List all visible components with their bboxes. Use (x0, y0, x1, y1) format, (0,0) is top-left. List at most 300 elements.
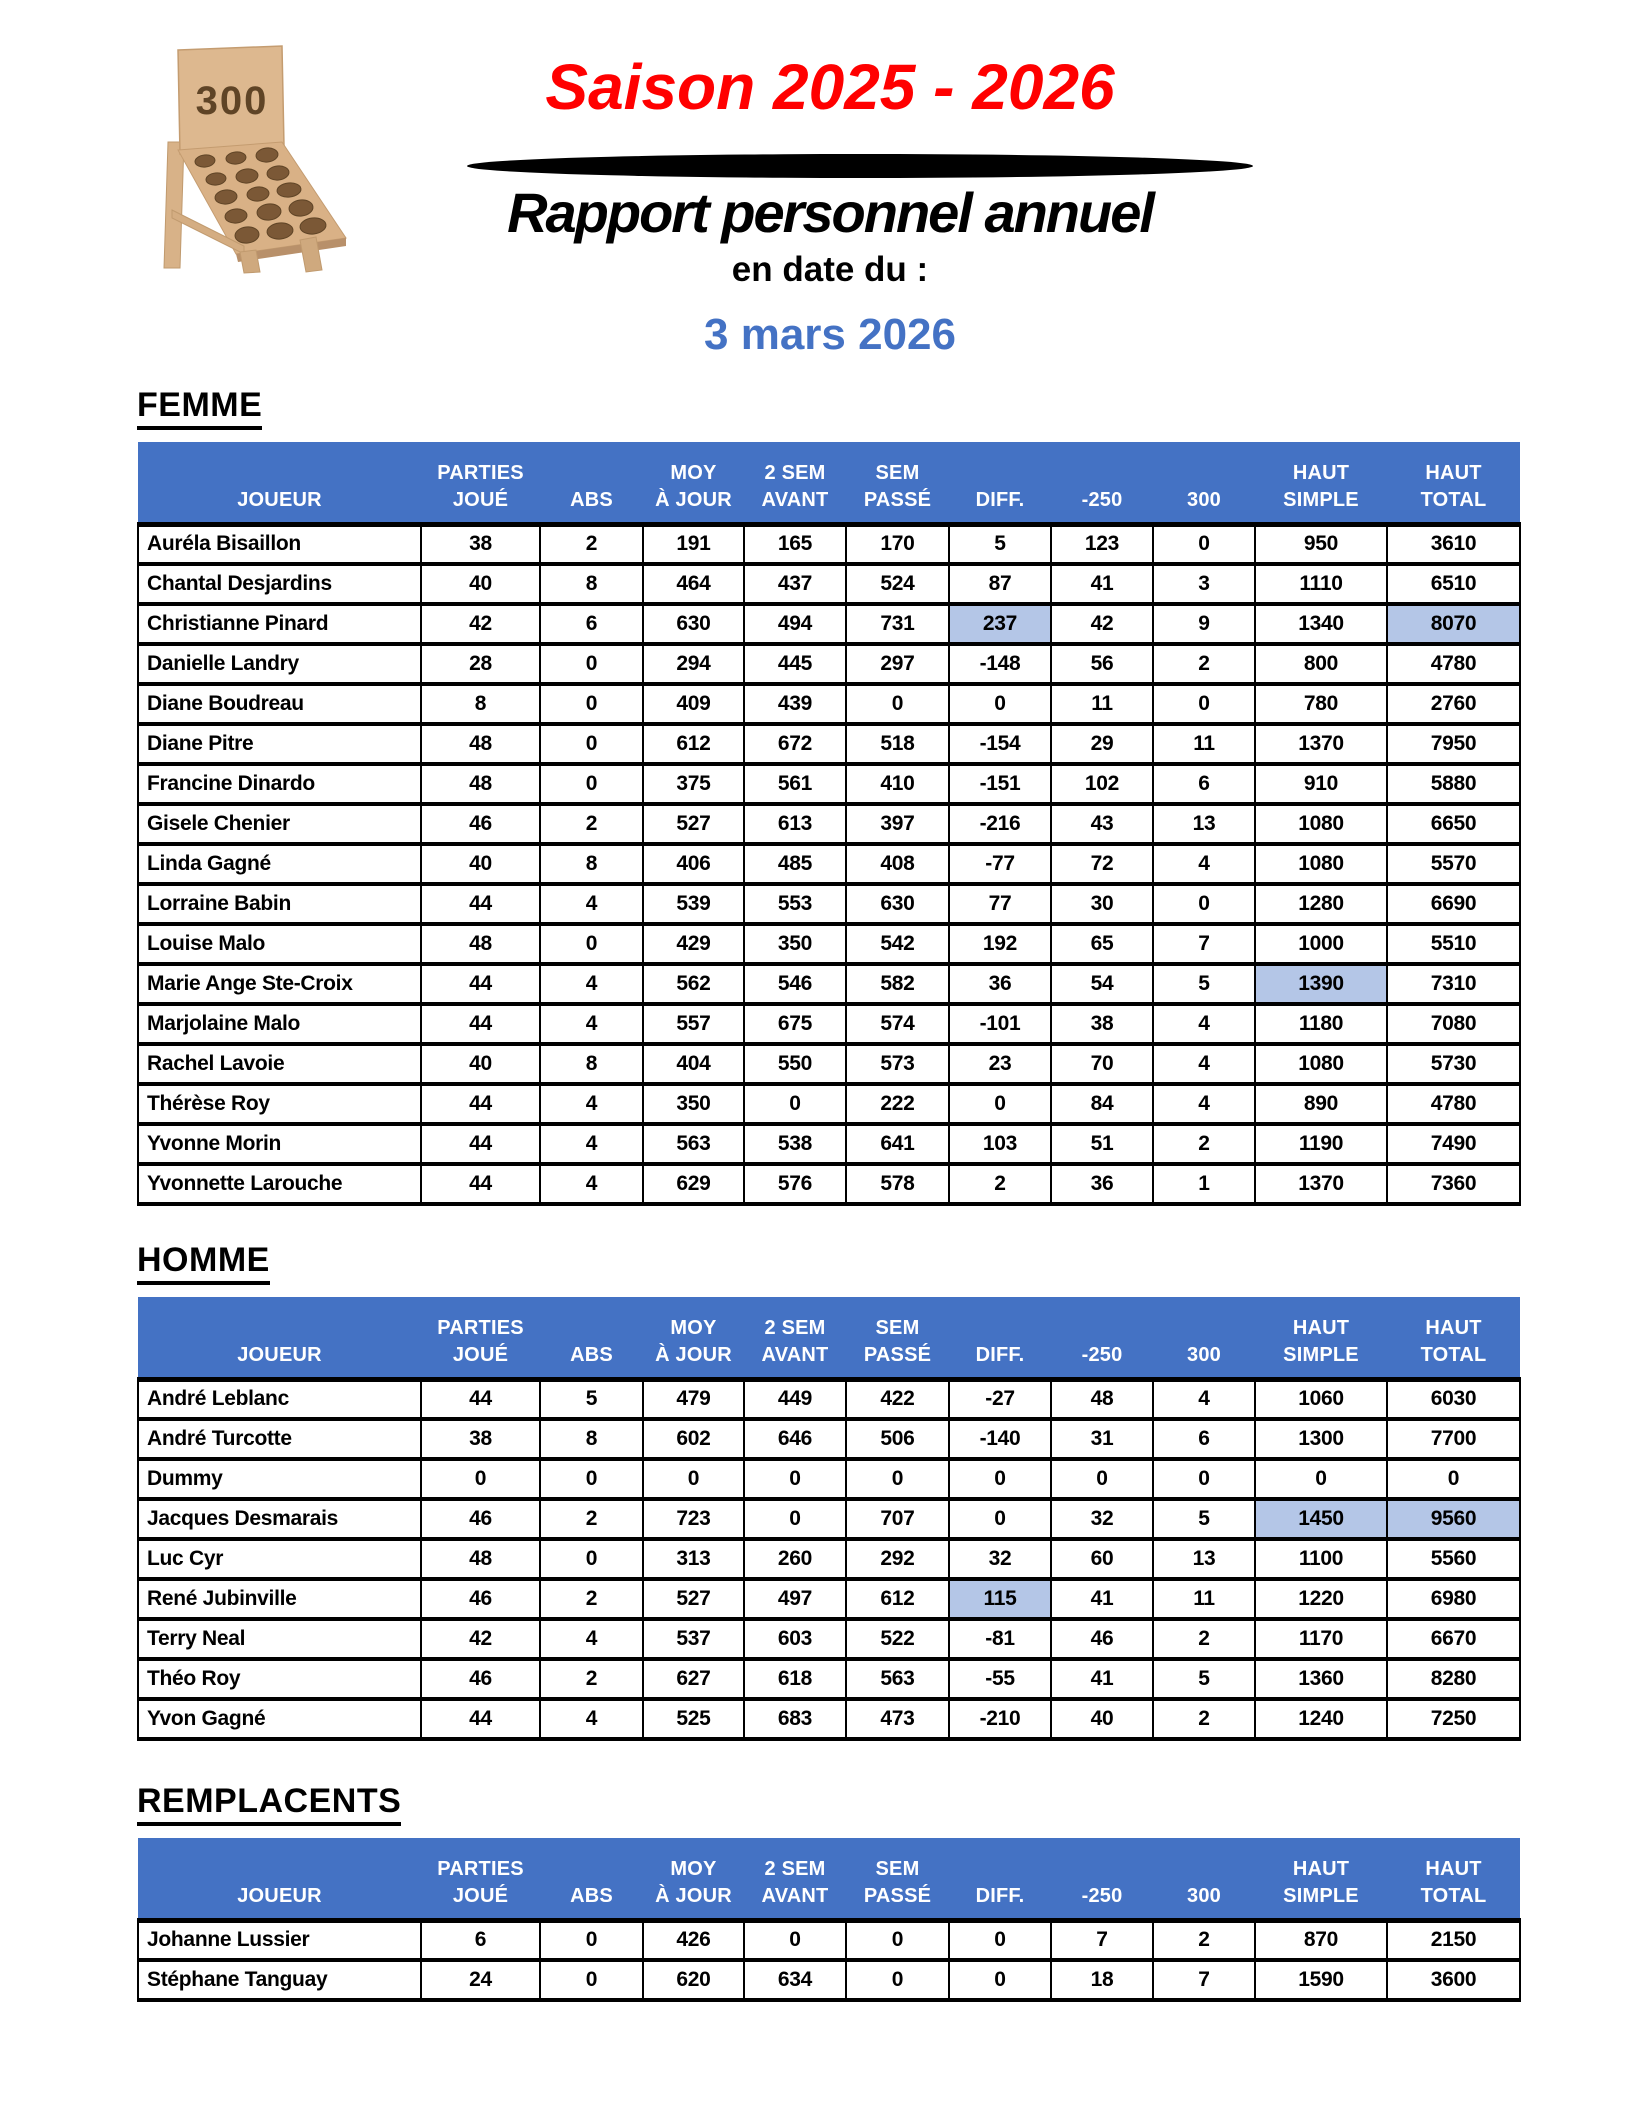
stat-cell: 48 (421, 924, 540, 964)
stat-cell: 48 (421, 764, 540, 804)
stat-cell: 525 (643, 1699, 744, 1739)
stat-cell: 1170 (1255, 1619, 1387, 1659)
column-header: ABS (540, 1297, 643, 1379)
stat-cell: 1180 (1255, 1004, 1387, 1044)
stat-cell: 576 (744, 1164, 846, 1204)
stat-cell: 48 (421, 1539, 540, 1579)
stat-cell: 0 (1051, 1459, 1153, 1499)
stat-cell: 65 (1051, 924, 1153, 964)
player-name: Louise Malo (138, 924, 421, 964)
stat-cell: 2 (540, 1579, 643, 1619)
stat-cell: 38 (421, 524, 540, 564)
stat-cell: 24 (421, 1960, 540, 2000)
stat-cell: 6 (1153, 764, 1255, 804)
column-header: JOUEUR (138, 442, 421, 524)
stat-cell: 5560 (1387, 1539, 1520, 1579)
stat-cell: 9560 (1387, 1499, 1520, 1539)
stat-cell: 36 (949, 964, 1051, 1004)
stat-cell: 494 (744, 604, 846, 644)
stat-cell: 6690 (1387, 884, 1520, 924)
stat-cell: 612 (846, 1579, 949, 1619)
stat-cell: 641 (846, 1124, 949, 1164)
stat-cell: -210 (949, 1699, 1051, 1739)
stat-cell: 41 (1051, 1579, 1153, 1619)
stat-cell: -27 (949, 1379, 1051, 1419)
stat-cell: 0 (1153, 884, 1255, 924)
column-header: HAUT SIMPLE (1255, 442, 1387, 524)
stat-cell: 23 (949, 1044, 1051, 1084)
player-name: René Jubinville (138, 1579, 421, 1619)
stat-cell: 237 (949, 604, 1051, 644)
stat-cell: 51 (1051, 1124, 1153, 1164)
stat-cell: 313 (643, 1539, 744, 1579)
stat-cell: 5510 (1387, 924, 1520, 964)
column-header: MOY À JOUR (643, 442, 744, 524)
stat-cell: 0 (846, 684, 949, 724)
stat-cell: 4 (1153, 844, 1255, 884)
stat-cell: 5 (1153, 1659, 1255, 1699)
table-row (138, 1579, 1520, 1619)
stat-cell: 2 (540, 1499, 643, 1539)
stat-cell: 1190 (1255, 1124, 1387, 1164)
column-header: -250 (1051, 1297, 1153, 1379)
stat-cell: 618 (744, 1659, 846, 1699)
stat-cell: 1300 (1255, 1419, 1387, 1459)
stat-cell: -216 (949, 804, 1051, 844)
header-row (138, 1297, 1520, 1379)
stat-cell: 1080 (1255, 1044, 1387, 1084)
stat-cell: 2 (949, 1164, 1051, 1204)
stat-cell: 675 (744, 1004, 846, 1044)
stat-cell: 40 (1051, 1699, 1153, 1739)
stat-cell: 42 (421, 604, 540, 644)
stat-cell: 0 (949, 1084, 1051, 1124)
stat-cell: 54 (1051, 964, 1153, 1004)
stat-cell: 0 (949, 1499, 1051, 1539)
remplacents-table (137, 1838, 1521, 2002)
stat-cell: 1080 (1255, 844, 1387, 884)
stat-cell: 87 (949, 564, 1051, 604)
stat-cell: 557 (643, 1004, 744, 1044)
stat-cell: 123 (1051, 524, 1153, 564)
stat-cell: 260 (744, 1539, 846, 1579)
stat-cell: 48 (421, 724, 540, 764)
stat-cell: 464 (643, 564, 744, 604)
stat-cell: 5880 (1387, 764, 1520, 804)
stat-cell: 437 (744, 564, 846, 604)
stat-cell: 7490 (1387, 1124, 1520, 1164)
stat-cell: 40 (421, 1044, 540, 1084)
stat-cell: 473 (846, 1699, 949, 1739)
stat-cell: 8280 (1387, 1659, 1520, 1699)
stat-cell: 43 (1051, 804, 1153, 844)
stat-cell: 553 (744, 884, 846, 924)
table-row (138, 1539, 1520, 1579)
stat-cell: 0 (421, 1459, 540, 1499)
stat-cell: 4 (1153, 1379, 1255, 1419)
stat-cell: 8 (540, 1044, 643, 1084)
column-header: 300 (1153, 1297, 1255, 1379)
stat-cell: 44 (421, 964, 540, 1004)
stat-cell: 630 (643, 604, 744, 644)
column-header: HAUT SIMPLE (1255, 1297, 1387, 1379)
stat-cell: 42 (1051, 604, 1153, 644)
stat-cell: 44 (421, 1084, 540, 1124)
stat-cell: 297 (846, 644, 949, 684)
column-header: HAUT SIMPLE (1255, 1838, 1387, 1920)
stat-cell: 7310 (1387, 964, 1520, 1004)
table-row (138, 1619, 1520, 1659)
stat-cell: 3600 (1387, 1960, 1520, 2000)
stat-cell: -55 (949, 1659, 1051, 1699)
stat-cell: 506 (846, 1419, 949, 1459)
stat-cell: 32 (1051, 1499, 1153, 1539)
stat-cell: 38 (421, 1419, 540, 1459)
stat-cell: 7700 (1387, 1419, 1520, 1459)
stat-cell: 2 (540, 1659, 643, 1699)
player-name: Francine Dinardo (138, 764, 421, 804)
column-header: HAUT TOTAL (1387, 1838, 1520, 1920)
ellipse-divider (465, 152, 1255, 180)
stat-cell: 0 (1387, 1459, 1520, 1499)
stat-cell: 222 (846, 1084, 949, 1124)
stat-cell: 5730 (1387, 1044, 1520, 1084)
stat-cell: 13 (1153, 1539, 1255, 1579)
table-row (138, 924, 1520, 964)
stat-cell: 0 (1255, 1459, 1387, 1499)
stat-cell: 0 (846, 1920, 949, 1960)
player-name: Terry Neal (138, 1619, 421, 1659)
player-name: Auréla Bisaillon (138, 524, 421, 564)
stat-cell: 1080 (1255, 804, 1387, 844)
stat-cell: 404 (643, 1044, 744, 1084)
stat-cell: 0 (540, 684, 643, 724)
stat-cell: 46 (421, 1499, 540, 1539)
column-header: MOY À JOUR (643, 1838, 744, 1920)
stat-cell: 731 (846, 604, 949, 644)
table-row (138, 804, 1520, 844)
column-header: ABS (540, 1838, 643, 1920)
player-name: Jacques Desmarais (138, 1499, 421, 1539)
stat-cell: 8 (540, 1419, 643, 1459)
player-name: Dummy (138, 1459, 421, 1499)
stat-cell: 518 (846, 724, 949, 764)
table-row (138, 1124, 1520, 1164)
stat-cell: 1450 (1255, 1499, 1387, 1539)
stat-cell: 6980 (1387, 1579, 1520, 1619)
stat-cell: 574 (846, 1004, 949, 1044)
stat-cell: 2 (1153, 1920, 1255, 1960)
stat-cell: 5 (1153, 964, 1255, 1004)
stat-cell: 629 (643, 1164, 744, 1204)
stat-cell: 38 (1051, 1004, 1153, 1044)
stat-cell: 578 (846, 1164, 949, 1204)
player-name: Diane Pitre (138, 724, 421, 764)
stat-cell: 7 (1051, 1920, 1153, 1960)
stat-cell: 546 (744, 964, 846, 1004)
stat-cell: 350 (643, 1084, 744, 1124)
table-row (138, 724, 1520, 764)
stat-cell: 2150 (1387, 1920, 1520, 1960)
column-header: 300 (1153, 442, 1255, 524)
stat-cell: 1360 (1255, 1659, 1387, 1699)
stat-cell: 5 (540, 1379, 643, 1419)
stat-cell: 6 (540, 604, 643, 644)
column-header: SEM PASSÉ (846, 1838, 949, 1920)
stat-cell: 56 (1051, 644, 1153, 684)
table-row (138, 1699, 1520, 1739)
stat-cell: 646 (744, 1419, 846, 1459)
header-row (138, 442, 1520, 524)
column-header: HAUT TOTAL (1387, 442, 1520, 524)
stat-cell: 41 (1051, 1659, 1153, 1699)
stat-cell: 7950 (1387, 724, 1520, 764)
stat-cell: 408 (846, 844, 949, 884)
stat-cell: 550 (744, 1044, 846, 1084)
stat-cell: 563 (846, 1659, 949, 1699)
stat-cell: 910 (1255, 764, 1387, 804)
stat-cell: -151 (949, 764, 1051, 804)
stat-cell: 5 (1153, 1499, 1255, 1539)
stat-cell: 6030 (1387, 1379, 1520, 1419)
stat-cell: 72 (1051, 844, 1153, 884)
player-name: Danielle Landry (138, 644, 421, 684)
stat-cell: -77 (949, 844, 1051, 884)
stat-cell: 9 (1153, 604, 1255, 644)
column-header: SEM PASSÉ (846, 1297, 949, 1379)
stat-cell: 44 (421, 884, 540, 924)
stat-cell: 397 (846, 804, 949, 844)
stat-cell: 4 (540, 964, 643, 1004)
stat-cell: 191 (643, 524, 744, 564)
stat-cell: 527 (643, 1579, 744, 1619)
stat-cell: 46 (421, 1579, 540, 1619)
stat-cell: 70 (1051, 1044, 1153, 1084)
stat-cell: 0 (540, 764, 643, 804)
stat-cell: 3610 (1387, 524, 1520, 564)
stat-cell: 44 (421, 1124, 540, 1164)
stat-cell: 2 (1153, 644, 1255, 684)
stat-cell: 0 (949, 684, 1051, 724)
stat-cell: 40 (421, 564, 540, 604)
table-row (138, 1164, 1520, 1204)
date-label: en date du : (731, 250, 929, 289)
stat-cell: 890 (1255, 1084, 1387, 1124)
stat-cell: -148 (949, 644, 1051, 684)
stat-cell: 77 (949, 884, 1051, 924)
stat-cell: 406 (643, 844, 744, 884)
stat-cell: 0 (949, 1960, 1051, 2000)
stat-cell: 672 (744, 724, 846, 764)
stat-cell: 1220 (1255, 1579, 1387, 1619)
stat-cell: 18 (1051, 1960, 1153, 2000)
player-name: Marjolaine Malo (138, 1004, 421, 1044)
column-header: PARTIES JOUÉ (421, 1838, 540, 1920)
player-name: Linda Gagné (138, 844, 421, 884)
column-header: JOUEUR (138, 1838, 421, 1920)
column-header: 2 SEM AVANT (744, 442, 846, 524)
stat-cell: 4 (540, 1164, 643, 1204)
stat-cell: 4 (540, 884, 643, 924)
stat-cell: 561 (744, 764, 846, 804)
column-header: 2 SEM AVANT (744, 1297, 846, 1379)
player-name: Christianne Pinard (138, 604, 421, 644)
stat-cell: 439 (744, 684, 846, 724)
stat-cell: 3 (1153, 564, 1255, 604)
player-name: Théo Roy (138, 1659, 421, 1699)
report-title: Rapport personnel annuel (507, 181, 1153, 244)
stat-cell: 115 (949, 1579, 1051, 1619)
stat-cell: 40 (421, 844, 540, 884)
stat-cell: 4 (1153, 1084, 1255, 1124)
table-row (138, 604, 1520, 644)
stat-cell: 602 (643, 1419, 744, 1459)
stat-cell: 4 (540, 1619, 643, 1659)
stat-cell: 0 (540, 1539, 643, 1579)
stat-cell: 32 (949, 1539, 1051, 1579)
stat-cell: 48 (1051, 1379, 1153, 1419)
column-header: -250 (1051, 1838, 1153, 1920)
column-header: DIFF. (949, 442, 1051, 524)
stat-cell: 620 (643, 1960, 744, 2000)
table-row (138, 644, 1520, 684)
stat-cell: 375 (643, 764, 744, 804)
stat-cell: 1060 (1255, 1379, 1387, 1419)
stat-cell: 6 (421, 1920, 540, 1960)
stat-cell: 4 (1153, 1044, 1255, 1084)
player-name: Chantal Desjardins (138, 564, 421, 604)
stat-cell: 5570 (1387, 844, 1520, 884)
section-title-femme: FEMME (137, 386, 1519, 430)
stat-cell: 479 (643, 1379, 744, 1419)
section-homme (137, 1241, 1519, 1741)
stat-cell: 2760 (1387, 684, 1520, 724)
column-header: HAUT TOTAL (1387, 1297, 1520, 1379)
homme-table (137, 1297, 1521, 1741)
stat-cell: 0 (744, 1459, 846, 1499)
column-header: ABS (540, 442, 643, 524)
stat-cell: 350 (744, 924, 846, 964)
stat-cell: 102 (1051, 764, 1153, 804)
stat-cell: 0 (643, 1459, 744, 1499)
stat-cell: 7 (1153, 1960, 1255, 2000)
stat-cell: 13 (1153, 804, 1255, 844)
stat-cell: 707 (846, 1499, 949, 1539)
stat-cell: 36 (1051, 1164, 1153, 1204)
stat-cell: 0 (540, 1459, 643, 1499)
stat-cell: 537 (643, 1619, 744, 1659)
stat-cell: 445 (744, 644, 846, 684)
stat-cell: 800 (1255, 644, 1387, 684)
column-header: JOUEUR (138, 1297, 421, 1379)
stat-cell: 8 (540, 564, 643, 604)
stat-cell: 1390 (1255, 964, 1387, 1004)
player-name: Yvonnette Larouche (138, 1164, 421, 1204)
column-header: DIFF. (949, 1838, 1051, 1920)
stat-cell: 294 (643, 644, 744, 684)
stat-cell: 539 (643, 884, 744, 924)
stat-cell: 2 (1153, 1619, 1255, 1659)
stat-cell: 613 (744, 804, 846, 844)
stat-cell: 0 (1153, 1459, 1255, 1499)
season-title: Saison 2025 - 2026 (545, 51, 1115, 123)
date-value: 3 mars 2026 (704, 310, 956, 359)
stat-cell: 44 (421, 1379, 540, 1419)
table-row (138, 1920, 1520, 1960)
stat-cell: -154 (949, 724, 1051, 764)
stat-cell: 1280 (1255, 884, 1387, 924)
stat-cell: 2 (1153, 1699, 1255, 1739)
stat-cell: 429 (643, 924, 744, 964)
stat-cell: 582 (846, 964, 949, 1004)
stat-cell: 42 (421, 1619, 540, 1659)
stat-cell: 7 (1153, 924, 1255, 964)
player-name: Johanne Lussier (138, 1920, 421, 1960)
stat-cell: 1100 (1255, 1539, 1387, 1579)
stat-cell: 0 (846, 1459, 949, 1499)
stat-cell: 0 (540, 1960, 643, 2000)
stat-cell: 870 (1255, 1920, 1387, 1960)
stat-cell: 5 (949, 524, 1051, 564)
stat-cell: 723 (643, 1499, 744, 1539)
stat-cell: 44 (421, 1699, 540, 1739)
stat-cell: 1370 (1255, 724, 1387, 764)
femme-table (137, 442, 1521, 1206)
stat-cell: 7360 (1387, 1164, 1520, 1204)
stat-cell: 46 (421, 1659, 540, 1699)
stat-cell: 422 (846, 1379, 949, 1419)
stat-cell: 28 (421, 644, 540, 684)
table-row (138, 564, 1520, 604)
stat-cell: 497 (744, 1579, 846, 1619)
player-name: André Leblanc (138, 1379, 421, 1419)
column-header: 300 (1153, 1838, 1255, 1920)
stat-cell: 30 (1051, 884, 1153, 924)
stat-cell: 410 (846, 764, 949, 804)
stat-cell: 409 (643, 684, 744, 724)
table-row (138, 844, 1520, 884)
stat-cell: 170 (846, 524, 949, 564)
stat-cell: 0 (540, 724, 643, 764)
player-name: Yvon Gagné (138, 1699, 421, 1739)
stat-cell: 1370 (1255, 1164, 1387, 1204)
stat-cell: -140 (949, 1419, 1051, 1459)
stat-cell: 426 (643, 1920, 744, 1960)
player-name: Diane Boudreau (138, 684, 421, 724)
column-header: 2 SEM AVANT (744, 1838, 846, 1920)
stat-cell: 4780 (1387, 1084, 1520, 1124)
stat-cell: 4 (540, 1084, 643, 1124)
stat-cell: 630 (846, 884, 949, 924)
stat-cell: 0 (744, 1920, 846, 1960)
stat-cell: 4 (540, 1699, 643, 1739)
table-row (138, 1004, 1520, 1044)
player-name: Marie Ange Ste-Croix (138, 964, 421, 1004)
stat-cell: 44 (421, 1004, 540, 1044)
stat-cell: 485 (744, 844, 846, 884)
stat-cell: 527 (643, 804, 744, 844)
stat-cell: 31 (1051, 1419, 1153, 1459)
stat-cell: 603 (744, 1619, 846, 1659)
stat-cell: 0 (1153, 524, 1255, 564)
stat-cell: 563 (643, 1124, 744, 1164)
stat-cell: 192 (949, 924, 1051, 964)
table-row (138, 524, 1520, 564)
stat-cell: 542 (846, 924, 949, 964)
stat-cell: 627 (643, 1659, 744, 1699)
section-title-remplacents: REMPLACENTS (137, 1782, 1519, 1826)
table-row (138, 1419, 1520, 1459)
